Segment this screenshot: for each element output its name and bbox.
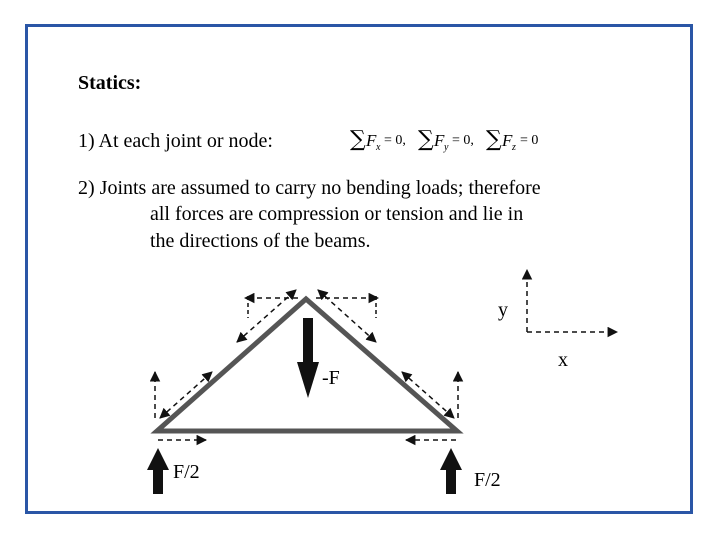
slide-title: Statics:: [78, 72, 142, 94]
point-2-line-3: the directions of the beams.: [150, 230, 371, 252]
svg-text:y: y: [444, 142, 449, 153]
applied-force-label: -F: [322, 367, 340, 389]
right-reaction-label: F/2: [474, 469, 501, 491]
svg-text:∑: ∑: [418, 127, 434, 152]
svg-text:∑: ∑: [350, 127, 366, 152]
point-2-line-1: 2) Joints are assumed to carry no bending loads; therefore: [78, 177, 541, 199]
svg-text:x: x: [376, 142, 381, 153]
svg-text:= 0,: = 0,: [452, 133, 474, 148]
svg-text:F: F: [434, 131, 445, 150]
svg-text:∑: ∑: [486, 127, 502, 152]
svg-text:F: F: [502, 131, 513, 150]
svg-text:= 0,: = 0,: [384, 133, 406, 148]
svg-text:F: F: [366, 131, 377, 150]
left-bottom-beam-arrow: [160, 372, 212, 418]
applied-force-arrow: [297, 318, 319, 398]
right-bottom-beam-arrow: [402, 372, 454, 418]
left-reaction-arrow: [147, 448, 169, 494]
left-reaction-label: F/2: [173, 461, 200, 483]
x-axis-label: x: [558, 349, 568, 371]
svg-text:= 0: = 0: [520, 133, 539, 148]
y-axis-label: y: [498, 299, 508, 321]
point-1: 1) At each joint or node:: [78, 130, 273, 152]
right-reaction-arrow: [440, 448, 462, 494]
point-2-line-2: all forces are compression or tension and lie in: [150, 203, 524, 225]
svg-text:z: z: [512, 142, 516, 153]
